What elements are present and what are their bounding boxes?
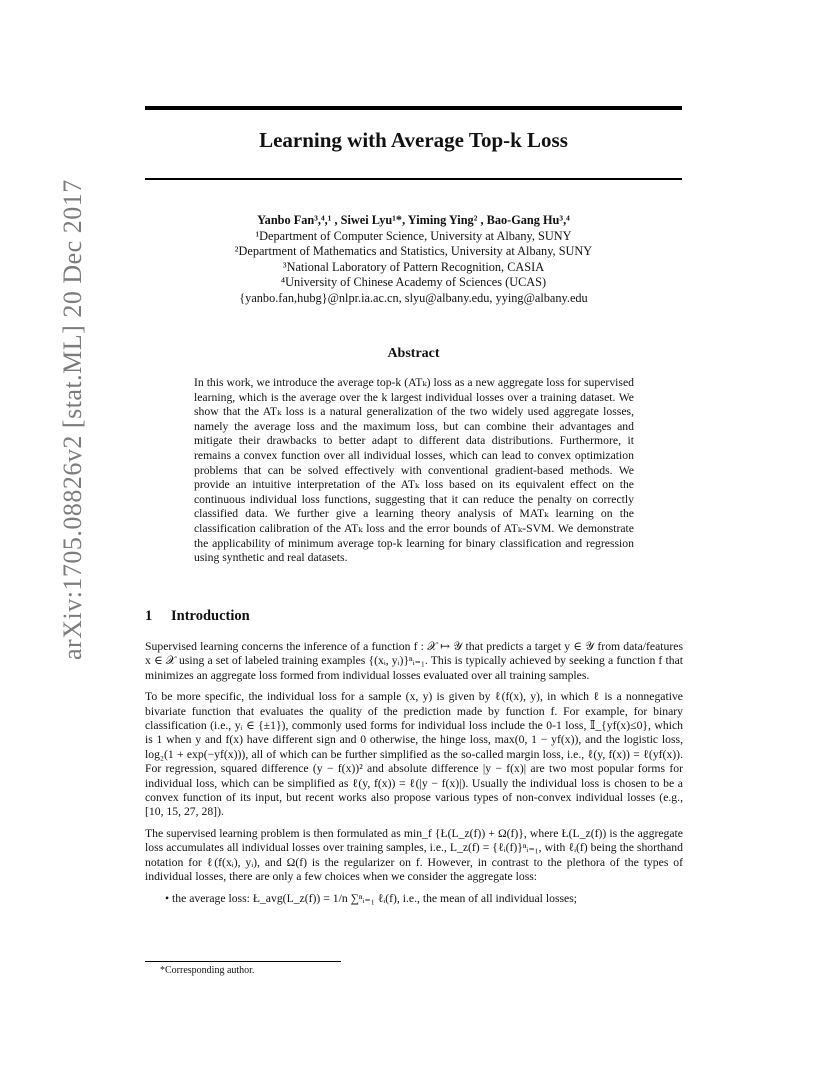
affiliation-4: ⁴University of Chinese Academy of Sciences (UCAS)	[280, 275, 547, 290]
affiliation-2: ²Department of Mathematics and Statistics, University at Albany, SUNY	[234, 244, 593, 259]
footnote: *Corresponding author.	[160, 965, 255, 976]
arxiv-watermark	[18, 179, 87, 840]
arxiv-id: arXiv:1705.08826v2 [stat.ML] 20 Dec 2017	[58, 179, 87, 660]
paper-title: Learning with Average Top-k Loss	[259, 128, 568, 152]
paragraph-3: The supervised learning problem is then formulated as min_f {Ł(L_z(f)) + Ω(f)}, where Ł(L_z(f)) is the aggregate loss accumulates all individual losses over training samples, i.e., L_z(f) = {ℓᵢ(f)}ⁿᵢ₌₁, with ℓᵢ(f) being the shorthand notation for ℓ(f(xᵢ), yᵢ), and Ω(f) is the regularizer on f. However, in contrast to the plethora of the types of individual losses, there are only a few choices when we consider the aggregate loss:	[145, 826, 683, 884]
section-heading	[145, 608, 250, 625]
section-title: Introduction	[171, 608, 250, 624]
title-rule-bottom	[145, 178, 682, 180]
author-block	[145, 213, 682, 307]
title-rule-top	[145, 106, 682, 110]
abstract-text: In this work, we introduce the average top-k (ATₖ) loss as a new aggregate loss for supervised learning, which is the average over the k largest individual losses over a training dataset. We show that the ATₖ loss is a natural generalization of the two widely used aggregate losses, namely the average loss and the maximum loss, but can combine their advantages and mitigate their drawbacks to better adapt to different data distributions. Furthermore, it remains a convex function over all individual losses, which can lead to convex optimization problems that can be solved effectively with conventional gradient-based methods. We provide an intuitive interpretation of the ATₖ loss based on its equivalent effect on the continuous individual loss functions, suggesting that it can reduce the penalty on correctly classified data. We further give a learning theory analysis of MATₖ learning on the classification calibration of the ATₖ loss and the error bounds of ATₖ-SVM. We demonstrate the applicability of minimum average top-k learning for binary classification and regression using synthetic and real datasets.	[194, 376, 634, 565]
paragraph-1: Supervised learning concerns the inference of a function f : 𝒳 ↦ 𝒴 that predicts a target y ∈ 𝒴 from data/features x ∈ 𝒳 using a set of labeled training examples {(xᵢ, yᵢ)}ⁿᵢ₌₁. This is typically achieved by seeking a function f that minimizes an aggregate loss formed from individual losses evaluated over all training samples.	[145, 640, 683, 682]
section-body	[145, 640, 683, 906]
affiliation-3: ³National Laboratory of Pattern Recognition, CASIA	[282, 259, 545, 274]
author-emails: {yanbo.fan,hubg}@nlpr.ia.ac.cn, slyu@albany.edu, yying@albany.edu	[239, 290, 588, 305]
footnote-rule	[145, 961, 341, 962]
author-names: Yanbo Fan³,⁴,¹ , Siwei Lyu¹*, Yiming Ying² , Bao-Gang Hu³,⁴	[257, 213, 570, 227]
affiliation-1: ¹Department of Computer Science, University at Albany, SUNY	[255, 228, 572, 243]
bullet-average-loss: • the average loss: Ł_avg(L_z(f)) = 1/n ∑ⁿᵢ₌₁ ℓᵢ(f), i.e., the mean of all individual losses;	[165, 891, 578, 905]
paragraph-2: To be more specific, the individual loss for a sample (x, y) is given by ℓ(f(x), y), in which ℓ is a nonnegative bivariate function that evaluates the quality of the prediction made by function f. For example, for binary classification (i.e., yᵢ ∈ {±1}), commonly used forms for individual loss include the 0-1 loss, 𝕀_{yf(x)≤0}, which is 1 when y and f(x) have different sign and 0 otherwise, the hinge loss, max(0, 1 − yf(x)), and the logistic loss, log₂(1 + exp(−yf(x))), all of which can be further simplified as the so-called margin loss, i.e., ℓ(y, f(x)) = ℓ(yf(x)). For regression, squared difference (y − f(x))² and absolute difference |y − f(x)| are two most popular forms for individual loss, which can be simplified as ℓ(y, f(x)) = ℓ(|y − f(x)|). Usually the individual loss is chosen to be a convex function of its input, but recent works also propose various types of non-convex individual losses (e.g., [10, 15, 27, 28]).	[145, 690, 683, 819]
section-number: 1	[145, 608, 153, 624]
abstract-heading: Abstract	[387, 346, 440, 361]
